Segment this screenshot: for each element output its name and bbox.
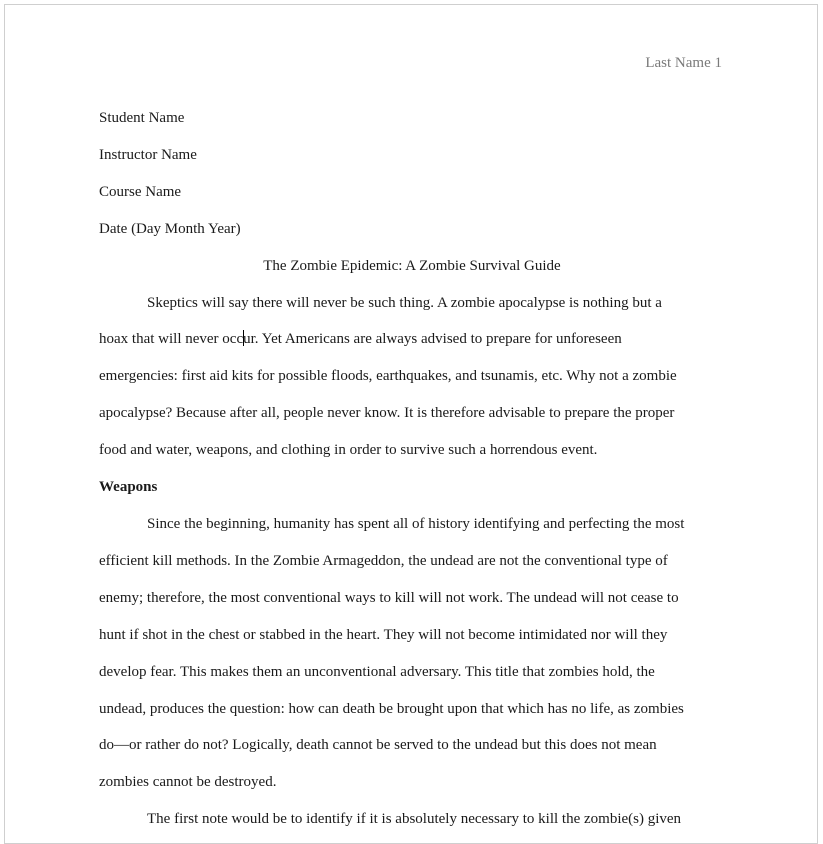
paragraph-line: efficient kill methods. In the Zombie Armageddon, the undead are not the conventional type of	[99, 552, 668, 569]
paragraph-line: enemy; therefore, the most conventional ways to kill will not work. The undead will not cease to	[99, 589, 679, 606]
course-name: Course Name	[99, 183, 182, 200]
document-body[interactable]	[99, 100, 725, 838]
paragraph-line: develop fear. This makes them an unconventional adversary. This title that zombies hold, the	[99, 663, 655, 680]
paragraph-line: The first note would be to identify if it is absolutely necessary to kill the zombie(s) given	[147, 811, 682, 828]
paragraph-line: emergencies: first aid kits for possible floods, earthquakes, and tsunamis, etc. Why not a zombie	[99, 368, 677, 385]
paragraph-line: Since the beginning, humanity has spent all of history identifying and perfecting the most	[147, 515, 685, 532]
paragraph-line: undead, produces the question: how can death be brought upon that which has no life, as zombies	[99, 700, 684, 717]
paragraph-line-text: hoax that will never occ	[99, 331, 244, 348]
paragraph-first-note	[99, 801, 725, 838]
document-title: The Zombie Epidemic: A Zombie Survival Guide	[263, 257, 561, 274]
paragraph-line: zombies cannot be destroyed.	[99, 774, 277, 791]
document-page[interactable]	[4, 4, 818, 844]
paragraph-line: apocalypse? Because after all, people never know. It is therefore advisable to prepare the proper	[99, 405, 675, 422]
paragraph-line-text: ur. Yet Americans are always advised to prepare for unforeseen	[243, 331, 622, 348]
paragraph-line: food and water, weapons, and clothing in order to survive such a horrendous event.	[99, 442, 598, 459]
section-heading-weapons: Weapons	[99, 479, 158, 496]
paragraph-weapons	[99, 506, 725, 801]
paragraph-line: Skeptics will say there will never be such thing. A zombie apocalypse is nothing but a	[147, 294, 662, 311]
paragraph-line: do—or rather do not? Logically, death cannot be served to the undead but this does not mean	[99, 737, 657, 754]
paragraph-line	[99, 321, 725, 358]
paragraph-line: hunt if shot in the chest or stabbed in the heart. They will not become intimidated nor will they	[99, 626, 668, 643]
page-header-label: Last Name 1	[645, 55, 722, 71]
paragraph-intro	[99, 285, 725, 470]
student-name: Student Name	[99, 110, 185, 126]
instructor-name: Instructor Name	[99, 146, 197, 163]
date-line: Date (Day Month Year)	[99, 220, 241, 237]
